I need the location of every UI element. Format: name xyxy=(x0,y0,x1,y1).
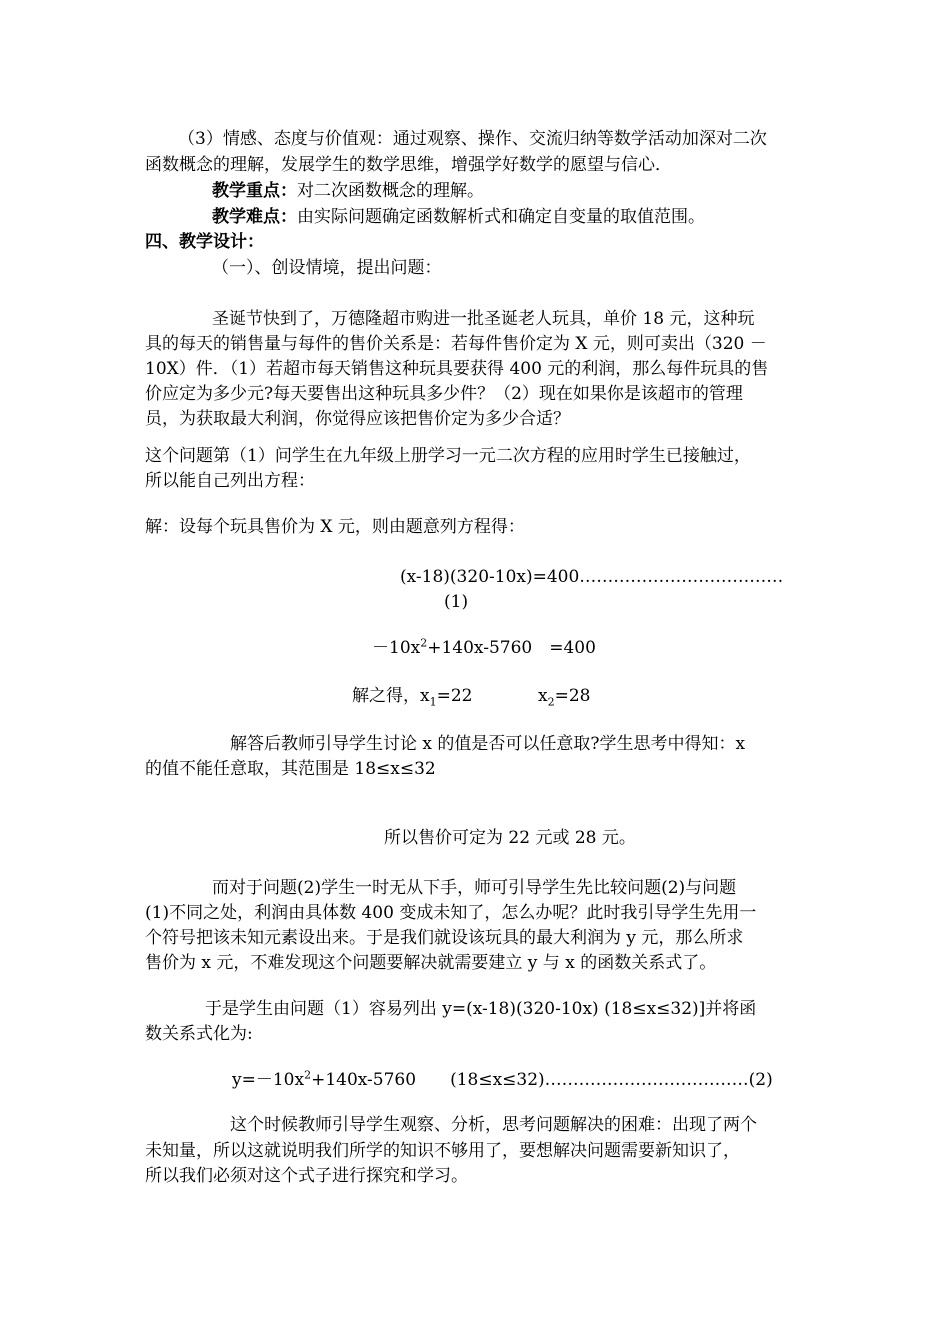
closing-line-3: 所以我们必须对这个式子进行探究和学习。 xyxy=(145,1166,468,1186)
function-line-1: 于是学生由问题（1）容易列出 y=(x-18)(320-10x) (18≤x≤32)]并将函 xyxy=(205,999,757,1019)
closing-line-1: 这个时候教师引导学生观察、分析，思考问题解决的困难：出现了两个 xyxy=(230,1115,757,1135)
key-point-text: 对二次函数概念的理解。 xyxy=(297,181,484,201)
closing-line-2: 未知量，所以这就说明我们所学的知识不够用了，要想解决问题需要新知识了， xyxy=(145,1141,740,1161)
analysis-line-1: 这个问题第（1）问学生在九年级上册学习一元二次方程的应用时学生已接触过， xyxy=(145,446,751,466)
root-1-value: =22 xyxy=(436,686,473,706)
difficulty-point xyxy=(212,206,705,228)
root-2 xyxy=(538,685,590,707)
equation-1-number: (1) xyxy=(444,592,469,612)
key-point-label: 教学重点： xyxy=(212,181,297,201)
problem-line-3: 10X）件．（1）若超市每天销售这种玩具要获得 400 元的利润，那么每件玩具的售 xyxy=(145,359,769,379)
objective-line-2: 函数概念的理解，发展学生的数学思维，增强学好数学的愿望与信心． xyxy=(145,155,672,175)
function-line-2: 数关系式化为: xyxy=(145,1024,253,1044)
part2-line-2: (1)不同之处，利润由具体数 400 变成未知了，怎么办呢？此时我引导学生先用一 xyxy=(145,903,757,923)
discussion-line-1: 解答后教师引导学生讨论 x 的值是否可以任意取?学生思考中得知：x xyxy=(230,734,746,754)
root-2-value: =28 xyxy=(554,686,591,706)
conclusion: 所以售价可定为 22 元或 28 元。 xyxy=(384,828,636,848)
difficulty-label: 教学难点： xyxy=(212,207,297,227)
part2-line-1: 而对于问题(2)学生一时无从下手，师可引导学生先比较问题(2)与问题 xyxy=(212,878,737,898)
roots-label: 解之得， xyxy=(352,686,420,706)
equation-2-part-b: +140x-5760 =400 xyxy=(427,638,596,658)
equation-2-part-a: －10x xyxy=(372,638,421,658)
function-equation-exponent: 2 xyxy=(304,1068,312,1082)
problem-line-4: 价应定为多少元?每天要售出这种玩具多少件？（2）现在如果你是该超市的管理 xyxy=(145,384,743,404)
sub-heading: （一）、创设情境，提出问题： xyxy=(212,258,442,278)
part2-line-4: 售价为 x 元，不难发现这个问题要解决就需要建立 y 与 x 的函数关系式了。 xyxy=(145,953,717,973)
problem-line-5: 员，为获取最大利润，你觉得应该把售价定为多少合适？ xyxy=(145,409,570,429)
function-equation xyxy=(232,1069,773,1091)
objective-line-1: （3）情感、态度与价值观：通过观察、操作、交流归纳等数学活动加深对二次 xyxy=(178,129,767,149)
roots-line xyxy=(352,685,472,707)
problem-line-2: 具的每天的销售量与每件的售价关系是：若每件售价定为 X 元，则可卖出（320 － xyxy=(145,334,767,354)
discussion-line-2: 的值不能任意取，其范围是 18≤x≤32 xyxy=(145,759,436,779)
analysis-line-2: 所以能自己列出方程： xyxy=(145,471,315,491)
root-2-subscript: 2 xyxy=(547,695,555,709)
root-1-var: x xyxy=(420,686,430,706)
function-equation-part-a: y=－10x xyxy=(232,1070,305,1090)
section-heading: 四、教学设计： xyxy=(145,232,264,252)
part2-line-3: 个符号把该未知元素设出来。于是我们就设该玩具的最大利润为 y 元，那么所求 xyxy=(145,928,744,948)
difficulty-text: 由实际问题确定函数解析式和确定自变量的取值范围。 xyxy=(297,207,705,227)
equation-2-exponent: 2 xyxy=(420,636,428,650)
root-1-subscript: 1 xyxy=(429,695,437,709)
equation-1: (x-18)(320-10x)=400……………………………… xyxy=(400,567,784,587)
solution-intro: 解：设每个玩具售价为 X 元，则由题意列方程得： xyxy=(145,517,525,537)
key-point xyxy=(212,180,484,202)
root-2-var: x xyxy=(538,686,548,706)
function-equation-part-b: +140x-5760 (18≤x≤32)………………………………(2) xyxy=(311,1070,773,1090)
problem-line-1: 圣诞节快到了，万德隆超市购进一批圣诞老人玩具，单价 18 元，这种玩 xyxy=(212,309,755,329)
equation-2 xyxy=(372,637,596,659)
